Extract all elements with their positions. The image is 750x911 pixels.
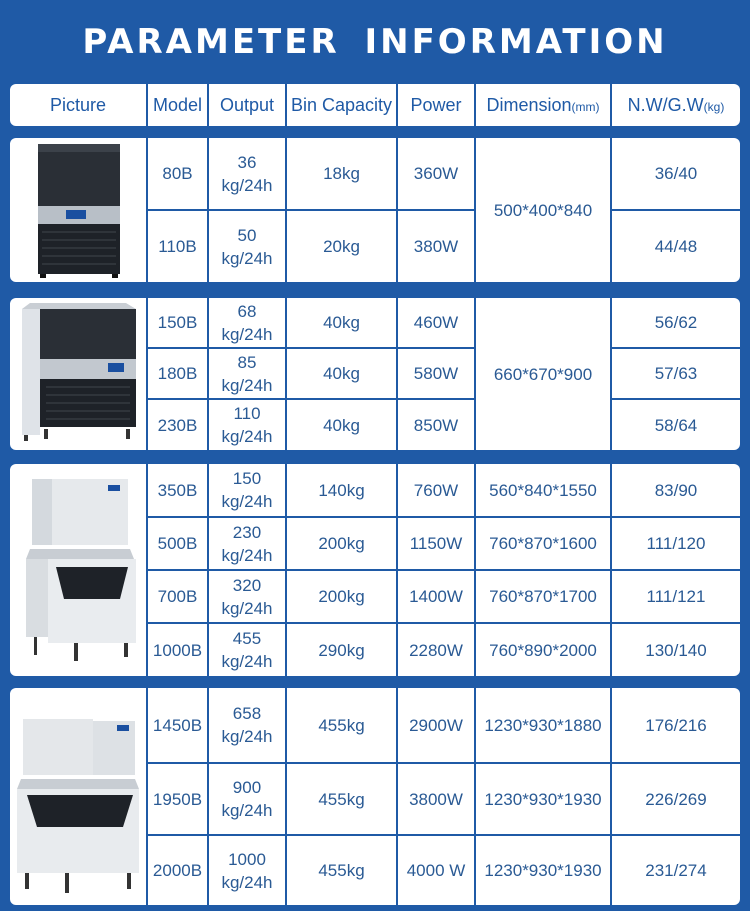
output-cell: 150 kg/24h [221, 469, 273, 511]
power-cell: 380W [413, 237, 459, 256]
power-cell: 2900W [409, 715, 463, 735]
weight-cell: 176/216 [645, 715, 707, 735]
table-header [10, 84, 740, 126]
power-cell: 580W [413, 364, 459, 383]
dimension-cell: 500*400*840 [493, 200, 593, 220]
weight-cell: 44/48 [654, 237, 698, 256]
weight-cell: 36/40 [654, 164, 698, 183]
model-cell: 1000B [152, 640, 203, 660]
weight-cell: 83/90 [654, 480, 698, 500]
dimension-cell: 1230*930*1930 [484, 789, 602, 809]
bin-capacity-cell: 290kg [318, 640, 365, 660]
weight-cell: 231/274 [645, 861, 707, 880]
bin-capacity-cell: 140kg [318, 480, 365, 500]
bin-capacity-cell: 455kg [318, 789, 365, 809]
power-cell: 360W [413, 164, 459, 183]
output-cell: 36 kg/24h [221, 152, 273, 195]
output-cell: 68 kg/24h [221, 301, 273, 344]
weight-cell: 226/269 [645, 789, 707, 809]
output-cell: 455 kg/24h [221, 629, 273, 671]
product-group-4 [10, 688, 740, 905]
compact-ice-machine-icon [10, 138, 146, 282]
model-cell: 1450B [152, 715, 203, 735]
output-cell: 658 kg/24h [221, 704, 273, 746]
model-cell: 500B [157, 534, 198, 553]
power-cell: 850W [413, 415, 459, 435]
header-dimension-unit: (mm) [571, 100, 600, 114]
header-output: Output [219, 95, 275, 115]
bin-capacity-cell: 20kg [323, 237, 360, 256]
weight-cell: 58/64 [654, 415, 698, 435]
power-cell: 4000 W [406, 861, 466, 880]
model-cell: 150B [157, 313, 198, 332]
power-cell: 1150W [409, 534, 463, 553]
tall-ice-machine-icon [10, 464, 146, 676]
header-weight-unit: (kg) [703, 100, 725, 114]
output-cell: 230 kg/24h [221, 522, 273, 565]
bin-capacity-cell: 40kg [323, 364, 360, 383]
header-weight: N.W/G.W(kg) [627, 95, 725, 115]
medium-ice-machine-icon [10, 298, 146, 450]
output-cell: 110 kg/24h [221, 404, 273, 446]
bin-capacity-cell: 40kg [323, 415, 360, 435]
power-cell: 760W [413, 480, 459, 500]
dimension-cell: 660*670*900 [493, 364, 593, 384]
bin-capacity-cell: 18kg [323, 164, 360, 183]
model-cell: 1950B [152, 789, 203, 809]
header-dimension: Dimension(mm) [486, 95, 600, 115]
product-group-2 [10, 298, 740, 450]
dimension-cell: 760*890*2000 [489, 640, 597, 660]
weight-cell: 130/140 [645, 640, 707, 660]
large-ice-machine-icon [10, 688, 146, 905]
dimension-cell: 760*870*1700 [489, 587, 597, 606]
model-cell: 110B [158, 237, 197, 256]
dimension-cell: 1230*930*1880 [484, 715, 602, 735]
weight-cell: 56/62 [654, 313, 698, 332]
weight-cell: 111/121 [646, 587, 706, 606]
dimension-cell: 760*870*1600 [489, 534, 597, 553]
weight-cell: 57/63 [654, 364, 698, 383]
header-bin-capacity: Bin Capacity [290, 95, 393, 115]
output-cell: 900 kg/24h [221, 778, 273, 820]
model-cell: 2000B [152, 861, 203, 880]
weight-cell: 111/120 [646, 534, 706, 553]
model-cell: 350B [157, 480, 198, 500]
output-cell: 50 kg/24h [221, 225, 273, 268]
model-cell: 80B [162, 164, 193, 183]
header-picture: Picture [49, 95, 107, 115]
bin-capacity-cell: 200kg [318, 587, 365, 606]
model-cell: 180B [157, 364, 198, 383]
bin-capacity-cell: 455kg [318, 861, 365, 880]
product-group-1 [10, 138, 740, 282]
output-cell: 320 kg/24h [221, 575, 273, 618]
page-title: PARAMETER INFORMATION [82, 22, 668, 62]
bin-capacity-cell: 455kg [318, 715, 365, 735]
product-group-3 [10, 464, 740, 676]
dimension-cell: 1230*930*1930 [484, 861, 602, 880]
model-cell: 700B [157, 587, 198, 606]
bin-capacity-cell: 40kg [323, 313, 360, 332]
model-cell: 230B [157, 415, 198, 435]
dimension-cell: 560*840*1550 [489, 480, 597, 500]
header-model: Model [152, 95, 203, 115]
power-cell: 460W [413, 313, 459, 332]
bin-capacity-cell: 200kg [318, 534, 365, 553]
power-cell: 3800W [409, 789, 463, 809]
output-cell: 1000 kg/24h [221, 849, 273, 892]
header-power: Power [410, 95, 462, 115]
power-cell: 2280W [409, 640, 463, 660]
power-cell: 1400W [409, 587, 463, 606]
output-cell: 85 kg/24h [221, 352, 273, 395]
